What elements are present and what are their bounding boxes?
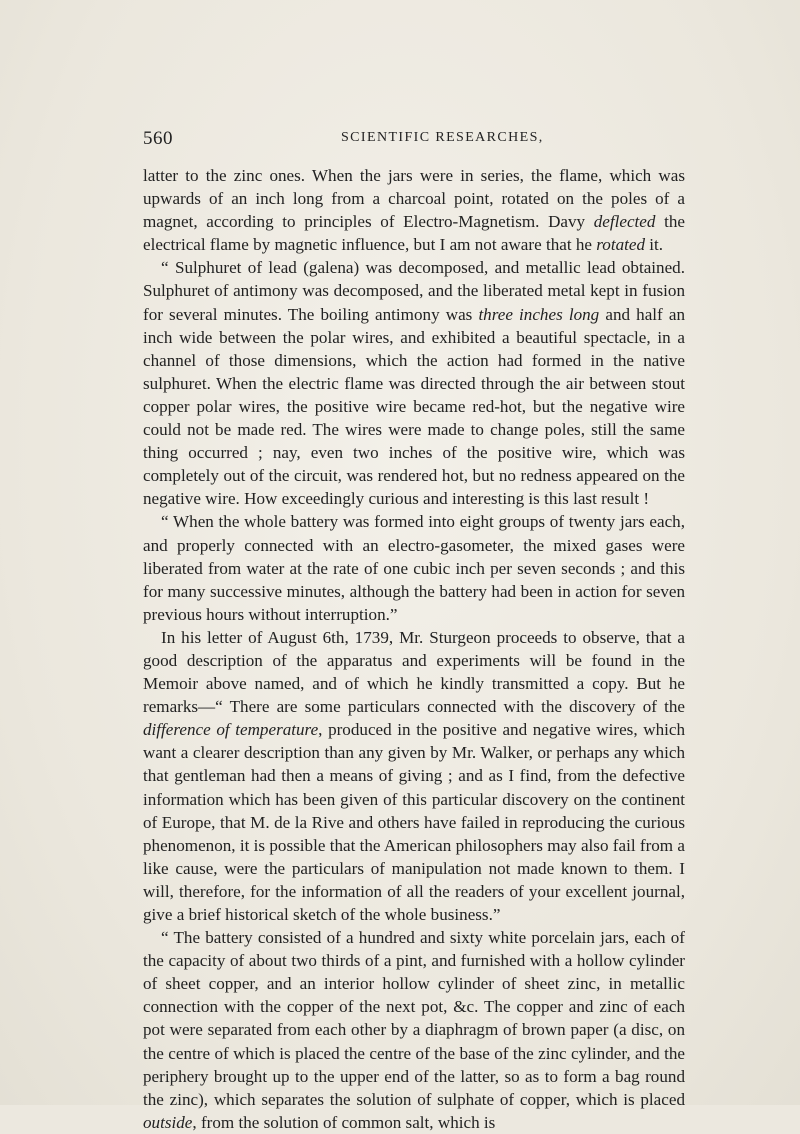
paragraph-3 <box>143 510 685 625</box>
italic-run: three inches long <box>478 304 600 324</box>
paragraph-2 <box>143 256 685 510</box>
paragraph-4 <box>143 626 685 926</box>
body-text <box>143 164 685 1134</box>
page-header <box>143 128 683 152</box>
running-head: SCIENTIFIC RESEARCHES, <box>341 130 544 145</box>
text-run: “ When the whole battery was formed into eight groups of twenty jars each, and properly connected with an electro-gasometer, the mixed gases were liberated from water at the rate of one cubic inch per seven seconds ; and this for many successive minutes, although the battery had been in action for seven previous hours without interruption.” <box>143 512 685 624</box>
italic-run: deflected <box>593 212 656 232</box>
text-run: In his letter of August 6th, 1739, Mr. Sturgeon proceeds to observe, that a good description of the apparatus and experiments will be found in the Memoir above named, and of which he kindly transmitted a copy. But he remarks—“ There are some particulars connected with the discovery of the <box>143 627 685 717</box>
italic-run: outside <box>143 1112 193 1132</box>
text-run: latter to the zinc ones. When the jars were in series, the flame, which was upwards of an inch long from a charcoal point, rotated on the poles of a magnet, according to principles of Electro-Magnetism. Davy <box>143 166 685 232</box>
italic-run: rotated <box>596 235 646 255</box>
text-run: it. <box>645 235 664 255</box>
paragraph-5 <box>143 926 685 1134</box>
text-run: , from the solution of common salt, which is <box>192 1112 496 1132</box>
text-run: the electrical flame by magnetic influence, but I am not aware that he <box>143 212 685 255</box>
paragraph-1 <box>143 164 685 256</box>
text-run: “ The battery consisted of a hundred and sixty white porcelain jars, each of the capacity of about two thirds of a pint, and furnished with a hollow cylinder of sheet copper, and an interior hollow cylinder of sheet zinc, in metallic connection with the copper of the next pot, &c. The copper and zinc of each pot were separated from each other by a diaphragm of brown paper (a disc, on the centre of which is placed the centre of the base of the zinc cylinder, and the periphery brought up to the upper end of the latter, so as to form a bag round the zinc), which separates the solution of sulphate of copper, which is placed <box>143 928 685 1109</box>
page-number: 560 <box>143 128 173 149</box>
italic-run: difference of temperature <box>143 720 319 740</box>
text-run: “ Sulphuret of lead (galena) was decomposed, and metallic lead obtained. Sulphuret of antimony was decomposed, and the liberated metal kept in fusion for several minutes. The boiling antimony was <box>143 258 685 324</box>
text-run: , produced in the positive and negative wires, which want a clearer description than any given by Mr. Walker, or perhaps any which that gentleman had then a means of giving ; and as I find, from the defective information which has been given of this particular discovery on the continent of Europe, that M. de la Rive and others have failed in reproducing the curious phenomenon, it is possible that the American philosophers may also fail from a like cause, were the particulars of manipulation not made known to them. I will, therefore, for the information of all the readers of your excellent journal, give a brief historical sketch of the whole business.” <box>143 720 685 924</box>
text-run: and half an inch wide between the polar wires, and exhibited a beautiful spectacle, in a channel of those dimensions, which the action had formed in the native sulphuret. When the electric flame was directed through the air between stout copper polar wires, the positive wire became red-hot, but the negative wire could not be made red. The wires were made to change poles, still the same thing occurred ; nay, even two inches of the positive wire, which was completely out of the circuit, was rendered hot, but no redness appeared on the negative wire. How exceedingly curious and interesting is this last result ! <box>143 304 685 509</box>
